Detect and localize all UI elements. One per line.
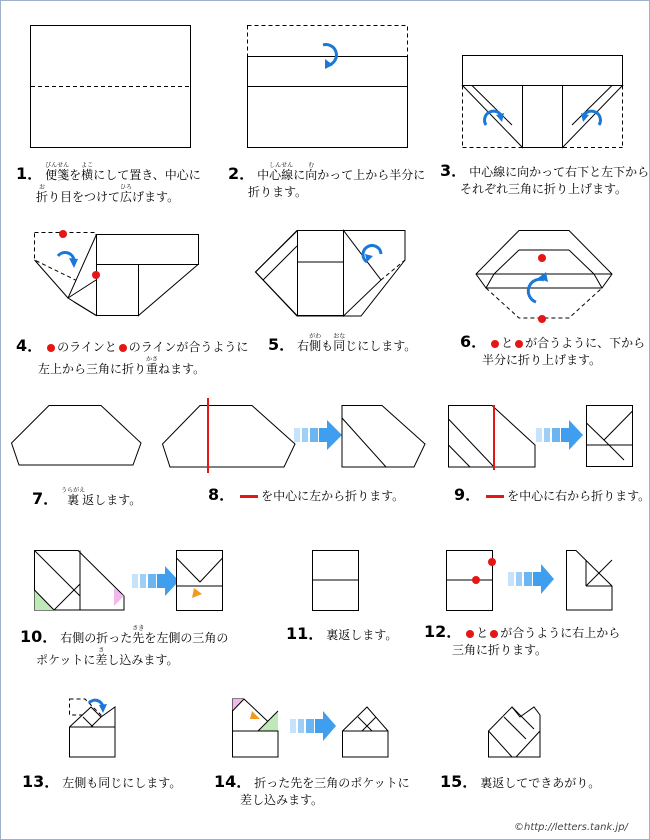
fig-step-14	[232, 697, 392, 759]
red-dot-icon	[515, 340, 523, 348]
next-arrow-icon	[132, 566, 179, 596]
red-dot	[488, 558, 496, 566]
next-arrow-icon	[290, 711, 336, 741]
caption-step-6: 6． と が合うように、下から 半分に折り上げます。	[460, 332, 646, 367]
caption-step-8: 8． を中心に左から折ります。	[208, 485, 405, 504]
next-arrow-icon	[536, 420, 583, 450]
fig-step-2	[247, 25, 409, 149]
fig-step-7	[11, 405, 143, 467]
caption-step-2: 2． 中心しん線せんに向むかって上から半分に 折ります。	[228, 162, 426, 199]
caption-step-11: 11． 裏返します。	[286, 624, 398, 643]
fig-step-10	[34, 550, 234, 620]
caption-step-5: 5． 右側がわも同おなじにします。	[268, 333, 417, 354]
caption-step-15: 15． 裏返してできあがり。	[440, 772, 601, 791]
fig-step-11	[312, 550, 362, 612]
red-dot	[472, 576, 480, 584]
caption-step-10: 10． 右側の折った先さきを左側の三角の ポケットに差さし込みます。	[20, 625, 229, 667]
next-arrow-icon	[508, 564, 554, 594]
caption-step-9: 9． を中心に右から折ります。	[454, 485, 650, 504]
fig-step-9	[448, 405, 638, 470]
red-dot	[538, 254, 546, 262]
credit-text: ©http://letters.tank.jp/	[514, 822, 628, 833]
fig-step-8	[162, 398, 462, 473]
red-dot-icon	[466, 630, 474, 638]
red-line-icon	[486, 495, 504, 498]
fig-step-13	[69, 697, 119, 759]
caption-step-1: 1． 便箋びんせんを横よこにして置き、中心に 折おり目をつけて広ひろげます。	[16, 162, 201, 204]
caption-step-3: 3． 中心線に向かって右下と左下から それぞれ三角に折り上げます。	[440, 161, 650, 196]
caption-step-14: 14． 折った先を三角のポケットに 差し込みます。	[214, 772, 410, 807]
fig-step-6	[474, 230, 614, 325]
caption-step-4: 4． のラインと のラインが合うように 左上から三角に折り重かさねます。	[16, 336, 249, 376]
fig-step-15	[488, 697, 548, 759]
caption-step-12: 12． と が合うように右上から 三角に折ります。	[424, 622, 621, 657]
red-dot	[59, 230, 67, 238]
red-dot-icon	[119, 344, 127, 352]
caption-step-7: 7． 裏うらがえ返します。	[32, 487, 142, 508]
next-arrow-icon	[294, 420, 342, 450]
fig-step-5	[255, 230, 415, 320]
fig-step-4	[34, 230, 204, 320]
red-dot	[92, 271, 100, 279]
fig-step-1	[30, 25, 192, 149]
red-dot-icon	[47, 344, 55, 352]
fig-step-12	[446, 550, 616, 615]
caption-step-13: 13． 左側も同じにします。	[22, 772, 182, 791]
fig-step-3	[462, 55, 624, 150]
red-dot-icon	[490, 630, 498, 638]
red-dot	[538, 315, 546, 323]
red-dot-icon	[491, 340, 499, 348]
red-line-icon	[240, 495, 258, 498]
